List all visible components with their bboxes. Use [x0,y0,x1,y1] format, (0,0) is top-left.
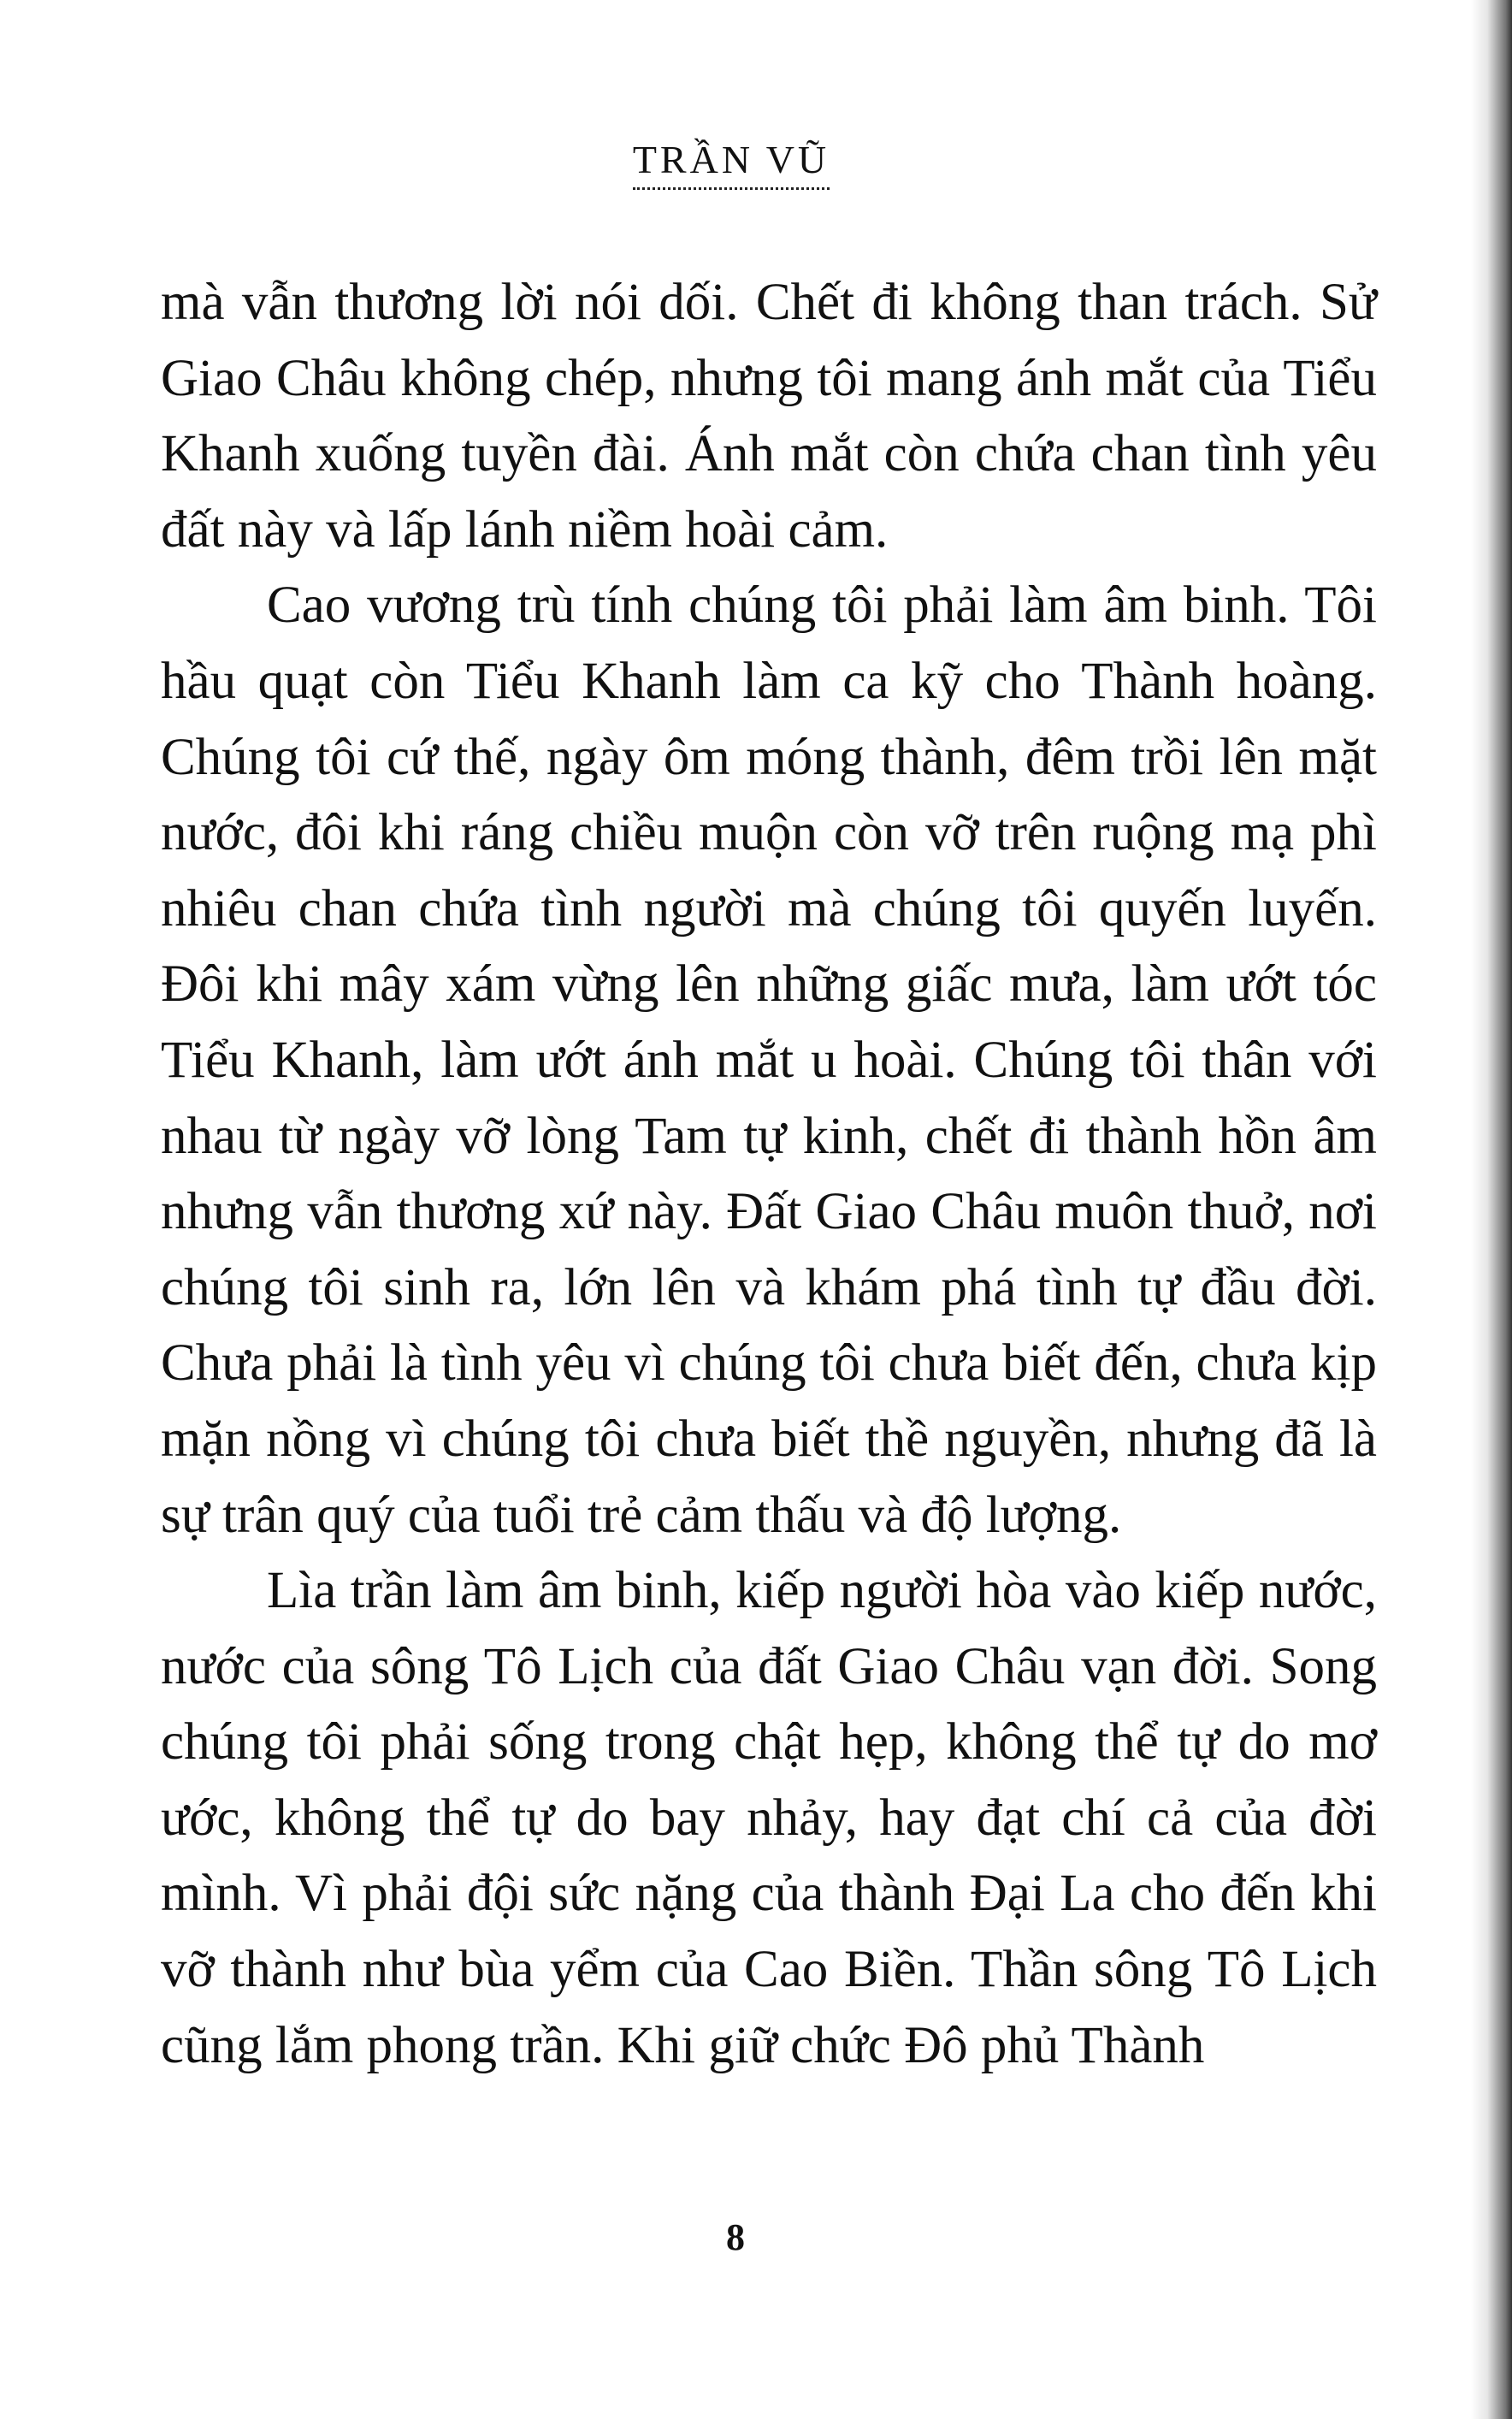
author-name-header: TRẦN VŨ [633,137,830,190]
running-header [0,137,1462,190]
paragraph-continued: mà vẫn thương lời nói dối. Chết đi không than trách. Sử Giao Châu không chép, nhưng tôi mang ánh mắt của Tiểu Khanh xuống tuyền đài. Ánh mắt còn chứa chan tình yêu đất này và lấp lánh niềm hoài cảm. [161,274,1377,559]
page-number: 8 [726,2216,745,2258]
body-text [161,265,1377,2084]
paragraph: Cao vương trù tính chúng tôi phải làm âm binh. Tôi hầu quạt còn Tiểu Khanh làm ca kỹ cho Thành hoàng. Chúng tôi cứ thế, ngày ôm móng thành, đêm trồi lên mặt nước, đôi khi ráng chiều muộn còn vỡ trên ruộng mạ phì nhiêu chan chứa tình người mà chúng tôi quyến luyến. Đôi khi mây xám vừng lên những giấc mưa, làm ướt tóc Tiểu Khanh, làm ướt ánh mắt u hoài. Chúng tôi thân với nhau từ ngày vỡ lòng Tam tự kinh, chết đi thành hồn âm nhưng vẫn thương xứ này. Đất Giao Châu muôn thuở, nơi chúng tôi sinh ra, lớn lên và khám phá tình tự đầu đời. Chưa phải là tình yêu vì chúng tôi chưa biết đến, chưa kịp mặn nồng vì chúng tôi chưa biết thề nguyền, nhưng đã là sự trân quý của tuổi trẻ cảm thấu và độ lượng. [161,577,1377,1544]
paragraph: Lìa trần làm âm binh, kiếp người hòa vào kiếp nước, nước của sông Tô Lịch của đất Giao Châu vạn đời. Song chúng tôi phải sống trong chật hẹp, không thể tự do mơ ước, không thể tự do bay nhảy, hay đạt chí cả của đời mình. Vì phải đội sức nặng của thành Đại La cho đến khi vỡ thành như bùa yểm của Cao Biền. Thần sông Tô Lịch cũng lắm phong trần. Khi giữ chức Đô phủ Thành [161,1562,1377,2074]
page-edge-shadow [1471,0,1512,2419]
